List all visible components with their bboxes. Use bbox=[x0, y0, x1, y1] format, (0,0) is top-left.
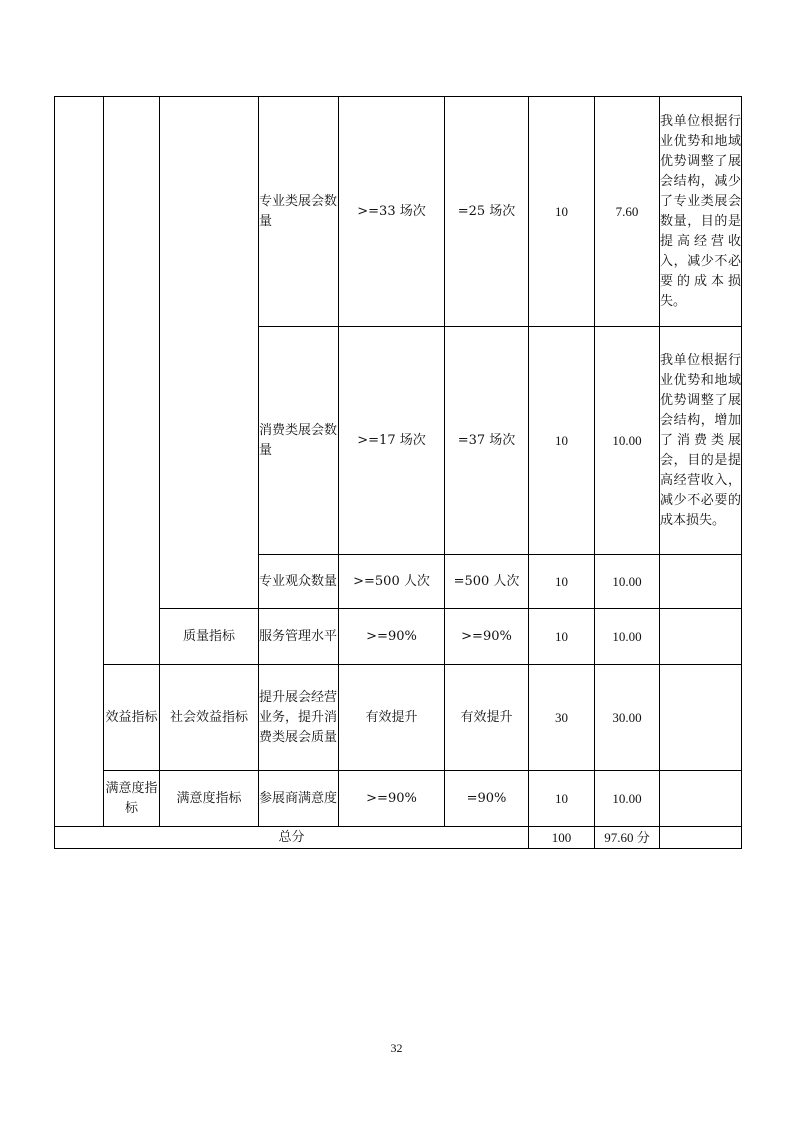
level3-cell bbox=[160, 97, 259, 609]
indicator-cell: 专业类展会数量 bbox=[259, 97, 339, 327]
performance-indicator-table bbox=[54, 96, 742, 849]
weight-cell: 10 bbox=[529, 555, 595, 609]
score-cell: 10.00 bbox=[595, 609, 660, 665]
total-row bbox=[55, 827, 742, 849]
weight-cell: 10 bbox=[529, 97, 595, 327]
indicator-cell: 专业观众数量 bbox=[259, 555, 339, 609]
level2-cell: 效益指标 bbox=[104, 665, 160, 771]
weight-cell: 10 bbox=[529, 327, 595, 555]
score-cell: 10.00 bbox=[595, 327, 660, 555]
total-label: 总分 bbox=[55, 827, 529, 849]
deviation-note-cell: 我单位根据行业优势和地域优势调整了展会结构，增加了消费类展会，目的是提高经营收入，减少不必要的成本损失。 bbox=[660, 327, 742, 555]
target-value-cell: >=33 场次 bbox=[339, 97, 445, 327]
weight-cell: 10 bbox=[529, 771, 595, 827]
score-cell: 10.00 bbox=[595, 555, 660, 609]
score-cell: 10.00 bbox=[595, 771, 660, 827]
level1-cell bbox=[55, 97, 104, 827]
level3-cell: 满意度指标 bbox=[160, 771, 259, 827]
actual-value-cell: =500 人次 bbox=[445, 555, 529, 609]
target-value-cell: >=17 场次 bbox=[339, 327, 445, 555]
weight-cell: 10 bbox=[529, 609, 595, 665]
table-row bbox=[55, 665, 742, 771]
total-note-cell bbox=[660, 827, 742, 849]
level2-cell bbox=[104, 97, 160, 665]
actual-value-cell: 有效提升 bbox=[445, 665, 529, 771]
actual-value-cell: =37 场次 bbox=[445, 327, 529, 555]
target-value-cell: 有效提升 bbox=[339, 665, 445, 771]
score-cell: 7.60 bbox=[595, 97, 660, 327]
page-number: 32 bbox=[390, 1041, 403, 1055]
weight-cell: 30 bbox=[529, 665, 595, 771]
total-weight: 100 bbox=[529, 827, 595, 849]
target-value-cell: >=500 人次 bbox=[339, 555, 445, 609]
deviation-note-cell: 我单位根据行业优势和地域优势调整了展会结构，减少了专业类展会数量，目的是提高经营收入，减少不必要的成本损失。 bbox=[660, 97, 742, 327]
table-row bbox=[55, 97, 742, 327]
deviation-note-cell bbox=[660, 555, 742, 609]
deviation-note-cell bbox=[660, 771, 742, 827]
indicator-cell: 提升展会经营业务，提升消费类展会质量 bbox=[259, 665, 339, 771]
score-cell: 30.00 bbox=[595, 665, 660, 771]
level3-cell: 质量指标 bbox=[160, 609, 259, 665]
actual-value-cell: =90% bbox=[445, 771, 529, 827]
target-value-cell: >=90% bbox=[339, 609, 445, 665]
indicator-cell: 服务管理水平 bbox=[259, 609, 339, 665]
total-score: 97.60 分 bbox=[595, 827, 660, 849]
indicator-cell: 参展商满意度 bbox=[259, 771, 339, 827]
deviation-note-cell bbox=[660, 609, 742, 665]
level2-cell: 满意度指标 bbox=[104, 771, 160, 827]
indicator-cell: 消费类展会数量 bbox=[259, 327, 339, 555]
actual-value-cell: >=90% bbox=[445, 609, 529, 665]
actual-value-cell: =25 场次 bbox=[445, 97, 529, 327]
table-row bbox=[55, 771, 742, 827]
target-value-cell: >=90% bbox=[339, 771, 445, 827]
deviation-note-cell bbox=[660, 665, 742, 771]
level3-cell: 社会效益指标 bbox=[160, 665, 259, 771]
